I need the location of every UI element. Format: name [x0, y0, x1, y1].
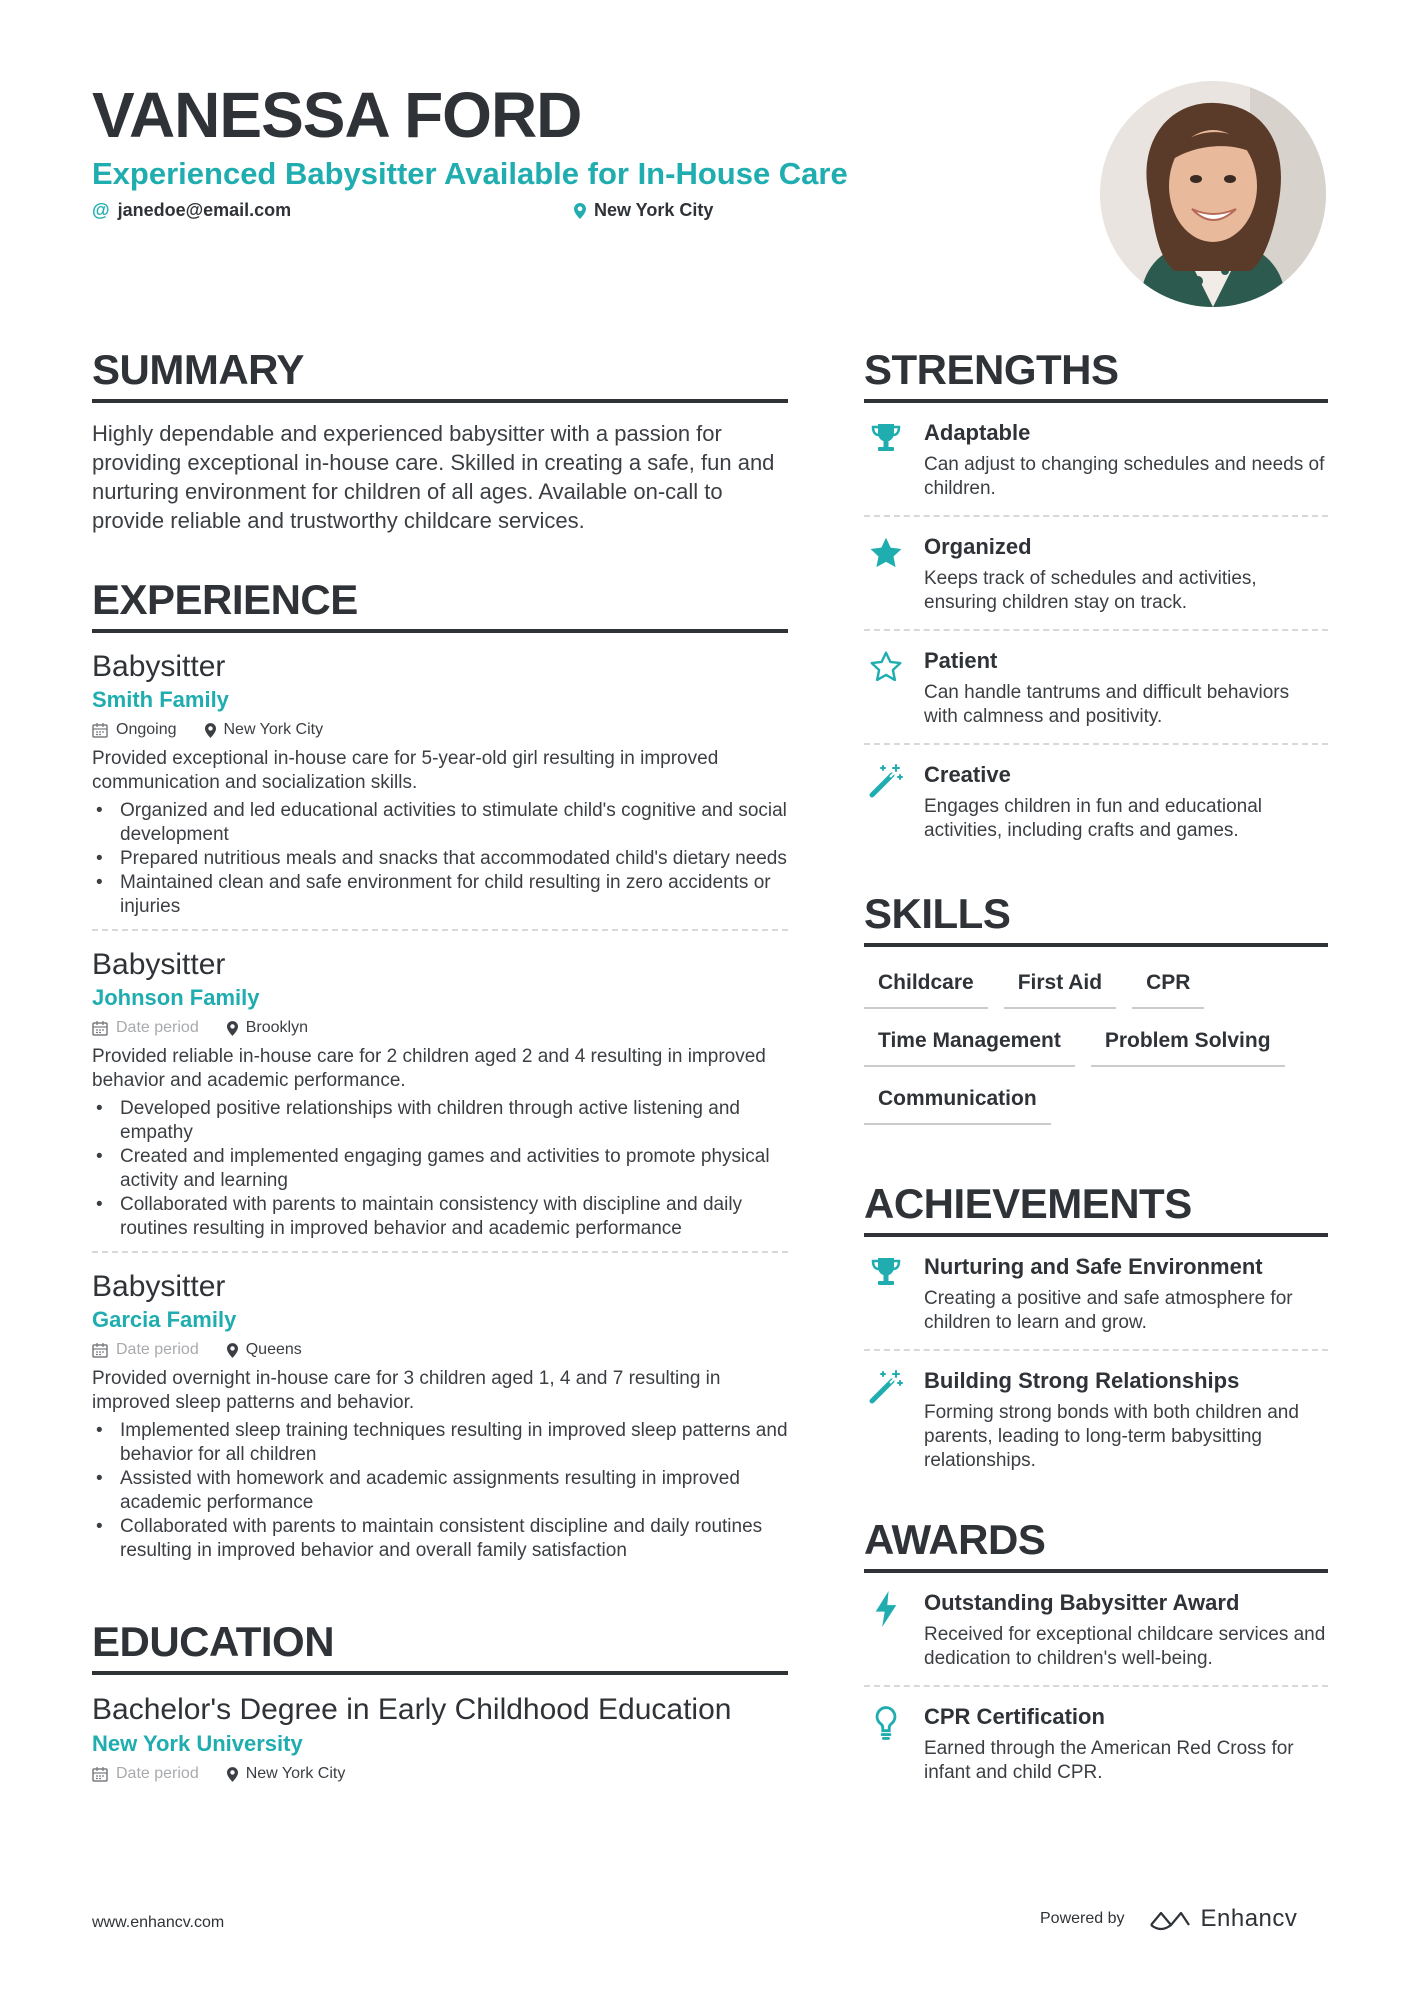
- job-bullet: • Prepared nutritious meals and snacks that accommodated child's dietary needs: [120, 847, 788, 871]
- contact-location: [574, 200, 713, 221]
- job-bullet: • Developed positive relationships with children through active listening and empathy: [120, 1097, 788, 1145]
- job-description: Provided exceptional in-house care for 5-year-old girl resulting in improved communication and socialization skills.: [92, 748, 719, 793]
- achievement-desc: Creating a positive and safe atmosphere for children to learn and grow.: [924, 1288, 1293, 1333]
- achievements-title: ACHIEVEMENTS: [864, 1179, 1328, 1237]
- magic-wand-icon: [864, 761, 908, 843]
- profile-photo: [1100, 81, 1326, 307]
- strength-title: Patient: [924, 648, 998, 673]
- trophy-icon: [864, 419, 908, 501]
- strength-title: Creative: [924, 762, 1011, 787]
- award-title: Outstanding Babysitter Award: [924, 1590, 1240, 1615]
- job-bullets: [92, 1097, 788, 1241]
- job-date-text: Date period: [116, 1341, 199, 1358]
- location-pin-icon: [227, 1767, 238, 1782]
- job-location-text: Brooklyn: [245, 1019, 308, 1036]
- location-pin-icon: [205, 723, 216, 738]
- job-date-text: Date period: [116, 1019, 199, 1036]
- job-company: Garcia Family: [92, 1307, 237, 1332]
- location-pin-icon: [227, 1343, 238, 1358]
- strength-item: [864, 403, 1328, 517]
- award-desc: Received for exceptional childcare services and dedication to children's well-being.: [924, 1624, 1326, 1669]
- awards-section: [864, 1515, 1328, 1799]
- job-meta: [92, 1339, 788, 1361]
- education-date: [92, 1763, 199, 1785]
- job-company: Smith Family: [92, 687, 229, 712]
- job-meta: [92, 1017, 788, 1039]
- experience-item: [92, 1253, 788, 1573]
- job-location: [227, 1017, 308, 1039]
- enhancv-logo-icon: [1147, 1907, 1193, 1931]
- star-filled-icon: [864, 533, 908, 615]
- education-meta: [92, 1763, 788, 1785]
- achievement-desc: Forming strong bonds with both children and parents, leading to long-term babysitting relationships.: [924, 1402, 1299, 1471]
- strength-item: [864, 631, 1328, 745]
- award-item: [864, 1687, 1328, 1799]
- job-bullet: • Collaborated with parents to maintain consistency with discipline and daily routines resulting in improved behavior and academic performance: [120, 1193, 788, 1241]
- strength-desc: Keeps track of schedules and activities, ensuring children stay on track.: [924, 568, 1257, 613]
- location-text: New York City: [594, 200, 714, 220]
- job-location-text: New York City: [223, 721, 324, 738]
- award-title: CPR Certification: [924, 1704, 1105, 1729]
- education-location-text: New York City: [245, 1765, 346, 1782]
- strength-item: [864, 745, 1328, 857]
- job-date-text: Ongoing: [116, 721, 177, 738]
- footer-branding: [1040, 1905, 1297, 1933]
- powered-by-label: Powered by: [1040, 1910, 1125, 1927]
- magic-wand-icon: [864, 1367, 908, 1473]
- skill-tag: Problem Solving: [1091, 1027, 1285, 1067]
- job-bullet: • Maintained clean and safe environment for child resulting in zero accidents or injuries: [120, 871, 788, 919]
- job-role: Babysitter: [92, 1270, 226, 1303]
- calendar-icon: [92, 1766, 108, 1782]
- job-location-text: Queens: [245, 1341, 302, 1358]
- skills-section: [864, 889, 1328, 1125]
- job-bullet: • Collaborated with parents to maintain consistent discipline and daily routines resulting in improved behavior and overall family satisfaction: [120, 1515, 788, 1563]
- lightning-icon: [864, 1589, 908, 1671]
- contact-info: [92, 196, 1092, 226]
- experience-item: [92, 931, 788, 1253]
- resume-header: [92, 78, 1092, 226]
- skill-tag: Communication: [864, 1085, 1051, 1125]
- candidate-name: VANESSA FORD: [92, 79, 582, 151]
- skill-tag: Time Management: [864, 1027, 1075, 1067]
- award-desc: Earned through the American Red Cross for infant and child CPR.: [924, 1738, 1294, 1783]
- summary-title: SUMMARY: [92, 345, 788, 403]
- achievement-title: Nurturing and Safe Environment: [924, 1254, 1263, 1279]
- strength-desc: Can adjust to changing schedules and needs of children.: [924, 454, 1325, 499]
- education-degree: Bachelor's Degree in Early Childhood Education: [92, 1693, 732, 1726]
- strength-desc: Can handle tantrums and difficult behaviors with calmness and positivity.: [924, 682, 1290, 727]
- left-column: [92, 345, 788, 1785]
- enhancv-logo[interactable]: [1147, 1905, 1298, 1933]
- email-text: janedoe@email.com: [117, 200, 292, 220]
- footer-website[interactable]: www.enhancv.com: [92, 1914, 225, 1931]
- at-sign-icon: @: [92, 200, 110, 220]
- lightbulb-icon: [864, 1703, 908, 1785]
- candidate-headline: Experienced Babysitter Available for In-House Care: [92, 156, 848, 191]
- right-column: [864, 345, 1328, 1799]
- calendar-icon: [92, 722, 108, 738]
- achievement-item: [864, 1237, 1328, 1351]
- education-location: [227, 1763, 346, 1785]
- job-bullet: • Organized and led educational activities to stimulate child's cognitive and social development: [120, 799, 788, 847]
- strength-item: [864, 517, 1328, 631]
- award-item: [864, 1573, 1328, 1687]
- strength-desc: Engages children in fun and educational activities, including crafts and games.: [924, 796, 1263, 841]
- job-meta: [92, 719, 788, 741]
- education-title: EDUCATION: [92, 1617, 788, 1675]
- strengths-section: [864, 345, 1328, 857]
- job-location: [227, 1339, 302, 1361]
- skills-list: [864, 969, 1328, 1125]
- job-role: Babysitter: [92, 650, 226, 683]
- job-location: [205, 719, 324, 741]
- avatar: [1100, 81, 1326, 307]
- skill-tag: CPR: [1132, 969, 1204, 1009]
- strength-title: Adaptable: [924, 420, 1031, 445]
- job-company: Johnson Family: [92, 985, 260, 1010]
- calendar-icon: [92, 1342, 108, 1358]
- summary-section: [92, 345, 788, 535]
- job-role: Babysitter: [92, 948, 226, 981]
- strengths-title: STRENGTHS: [864, 345, 1328, 403]
- skill-tag: Childcare: [864, 969, 988, 1009]
- skills-title: SKILLS: [864, 889, 1328, 947]
- job-date: [92, 719, 177, 741]
- location-pin-icon: [227, 1021, 238, 1036]
- awards-title: AWARDS: [864, 1515, 1328, 1573]
- job-date: [92, 1017, 199, 1039]
- job-bullet: • Implemented sleep training techniques resulting in improved sleep patterns and behavior for all children: [120, 1419, 788, 1467]
- achievement-item: [864, 1351, 1328, 1487]
- brand-name: Enhancv: [1200, 1905, 1298, 1932]
- strength-title: Organized: [924, 534, 1032, 559]
- job-bullets: [92, 1419, 788, 1563]
- job-bullet: • Assisted with homework and academic assignments resulting in improved academic performance: [120, 1467, 788, 1515]
- trophy-icon: [864, 1253, 908, 1335]
- calendar-icon: [92, 1020, 108, 1036]
- achievements-section: [864, 1179, 1328, 1487]
- job-date: [92, 1339, 199, 1361]
- job-description: Provided reliable in-house care for 2 children aged 2 and 4 resulting in improved behavior and academic performance.: [92, 1046, 766, 1091]
- job-bullet: • Created and implemented engaging games and activities to promote physical activity and learning: [120, 1145, 788, 1193]
- achievement-title: Building Strong Relationships: [924, 1368, 1240, 1393]
- location-pin-icon: [574, 203, 586, 219]
- skill-tag: First Aid: [1004, 969, 1116, 1009]
- job-description: Provided overnight in-house care for 3 children aged 1, 4 and 7 resulting in improved sleep patterns and behavior.: [92, 1368, 721, 1413]
- experience-item: [92, 633, 788, 931]
- education-school: New York University: [92, 1731, 303, 1756]
- experience-title: EXPERIENCE: [92, 575, 788, 633]
- experience-section: [92, 575, 788, 1573]
- contact-email[interactable]: [92, 200, 291, 221]
- summary-text: Highly dependable and experienced babysitter with a passion for providing exceptional in-house care. Skilled in creating a safe, fun and nurturing environment for children of all ages. Available on-call to provide reliable and trustworthy childcare services.: [92, 421, 775, 533]
- education-date-text: Date period: [116, 1765, 199, 1782]
- education-section: [92, 1617, 788, 1785]
- job-bullets: [92, 799, 788, 919]
- star-outline-icon: [864, 647, 908, 729]
